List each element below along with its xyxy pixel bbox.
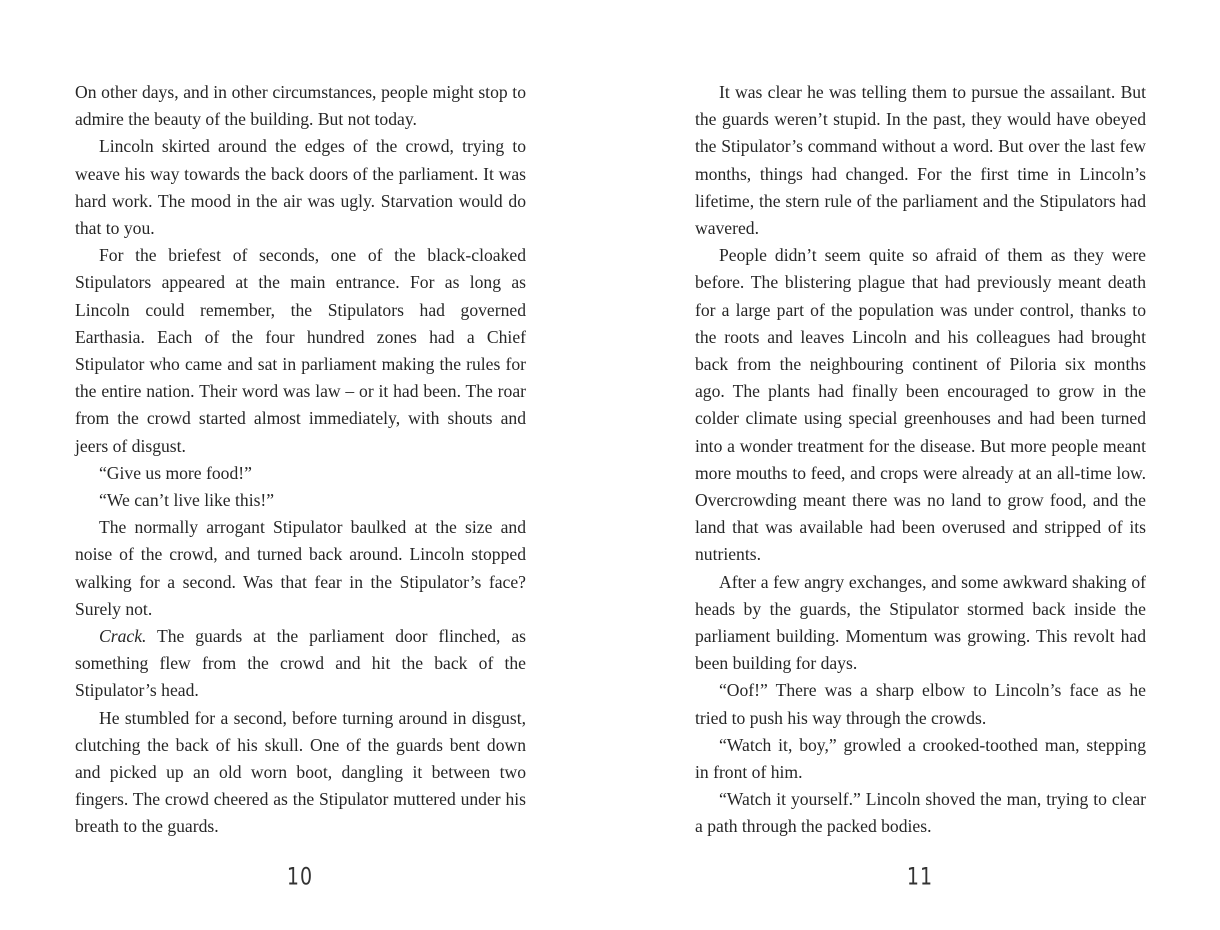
right-page-text (695, 79, 1146, 841)
crack-word: Crack. (99, 626, 147, 647)
paragraph: On other days, and in other circumstances, people might stop to admire the beauty of the building. But not today. (75, 82, 526, 130)
paragraph: The normally arrogant Stipulator baulked at the size and noise of the crowd, and turned back around. Lincoln stopped walking for a second. Was that fear in the Stipulator’s face? Surely not. (75, 517, 526, 619)
page-number-left: 10 (286, 863, 314, 891)
page-number-right: 11 (906, 863, 934, 891)
dialogue-line: “Give us more food!” (99, 462, 252, 483)
paragraph-text: The guards at the parliament door flinched, as something flew from the crowd and hit the back of the Stipulator’s head. (75, 626, 526, 701)
dialogue-line: “Watch it yourself.” Lincoln shoved the man, trying to clear a path through the packed bodies. (695, 789, 1146, 837)
paragraph (75, 623, 526, 705)
dialogue-line: “Watch it, boy,” growled a crooked-toothed man, stepping in front of him. (695, 734, 1146, 783)
paragraph: He stumbled for a second, before turning around in disgust, clutching the back of his skull. One of the guards bent down and picked up an old worn boot, dangling it between two fingers. The crowd cheered as the Stipulator muttered under his breath to the guards. (75, 707, 526, 837)
paragraph: People didn’t seem quite so afraid of them as they were before. The blistering plague that had previously meant death for a large part of the population was under control, thanks to the roots and leaves Lincoln and his colleagues had brought back from the neighbouring continent of Piloria six months ago. The plants had finally been encouraged to grow in the colder climate using special greenhouses and had been turned into a wonder treatment for the disease. But more people meant more mouths to feed, and crops were already at an all-time low. Overcrowding meant there was no land to grow food, and the land that was available had been overused and stripped of its nutrients. (695, 245, 1146, 565)
left-page-text (75, 79, 526, 841)
paragraph: Lincoln skirted around the edges of the crowd, trying to weave his way towards the back doors of the parliament. It was hard work. The mood in the air was ugly. Starvation would do that to you. (75, 136, 526, 239)
paragraph: After a few angry exchanges, and some awkward shaking of heads by the guards, the Stipulator stormed back inside the parliament building. Momentum was growing. This revolt had been building for days. (695, 571, 1146, 674)
dialogue-line: “Oof!” There was a sharp elbow to Lincoln’s face as he tried to push his way through the crowds. (695, 680, 1146, 728)
right-page (610, 0, 1220, 930)
paragraph: It was clear he was telling them to pursue the assailant. But the guards weren’t stupid. In the past, they would have obeyed the Stipulator’s command without a word. But over the last few months, things had changed. For the first time in Lincoln’s lifetime, the stern rule of the parliament and the Stipulators had wavered. (695, 82, 1146, 239)
dialogue-line: “We can’t live like this!” (99, 490, 275, 511)
paragraph: For the briefest of seconds, one of the black-cloaked Stipulators appeared at the main entrance. For as long as Lincoln could remember, the Stipulators had governed Earthasia. Each of the four hundred zones had a Chief Stipulator who came and sat in parliament making the rules for the entire nation. Their word was law – or it had been. The roar from the crowd started almost immediately, with shouts and jeers of disgust. (75, 245, 526, 456)
